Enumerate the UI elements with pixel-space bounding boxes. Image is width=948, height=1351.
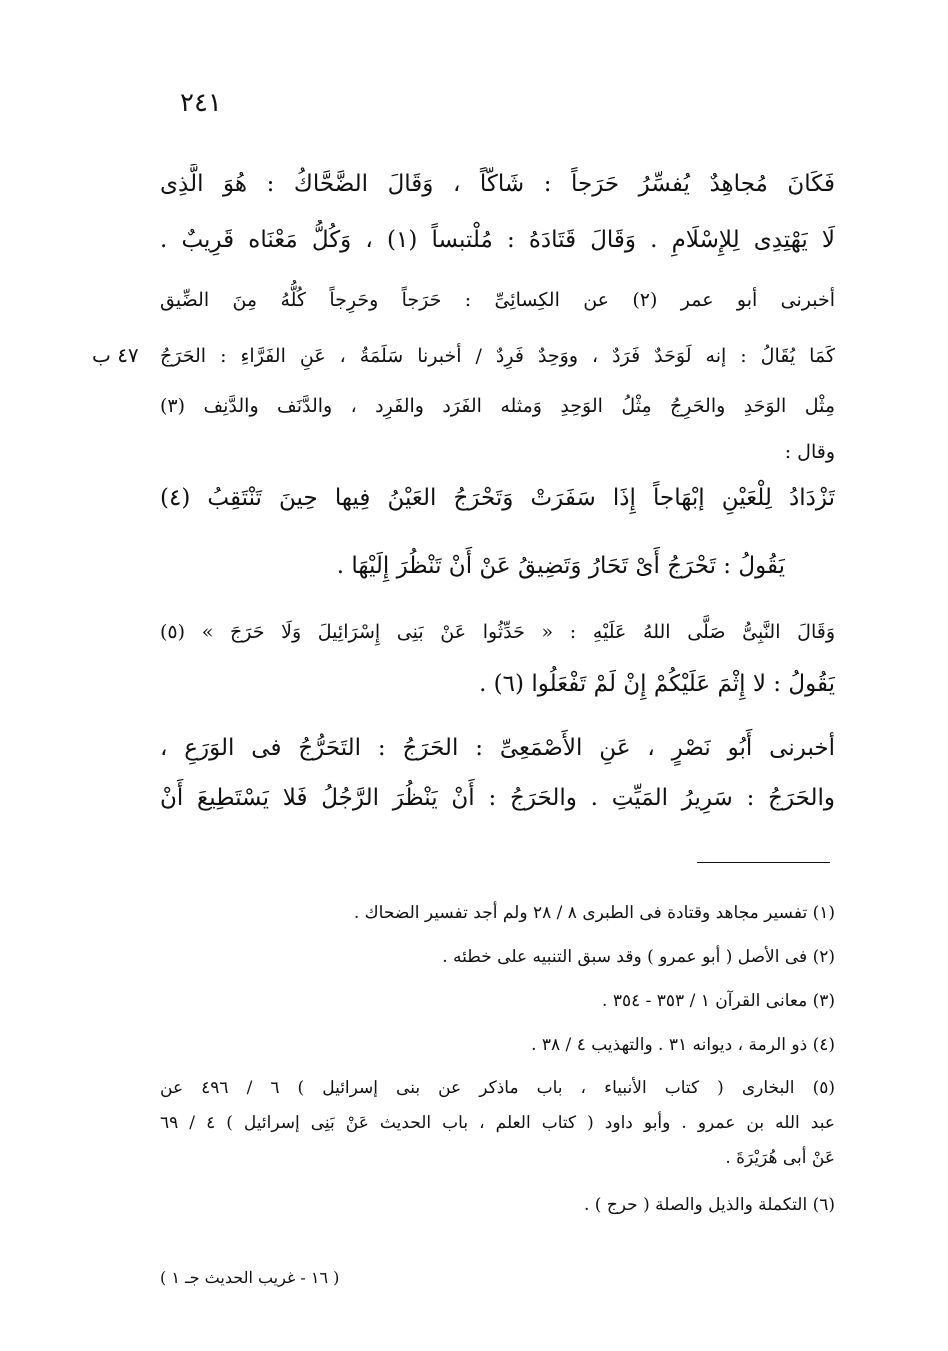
margin-folio-note: ٤٧ ب <box>92 343 139 367</box>
footnote-6: (٦) التكملة والذيل والصلة ( حرج ) . <box>583 1195 835 1215</box>
footnote-3: (٣) معانى القرآن ١ / ٣٥٣ - ٣٥٤ . <box>602 991 835 1011</box>
footnote-2: (٢) فى الأصل ( أبو عمرو ) وقد سبق التنبيه على خطئه . <box>442 947 835 967</box>
text-line-1: فَكَانَ مُجاهِدٌ يُفسِّرُ حَرَجاً : شَاكّاً ، وَقَالَ الضَّحَّاكُ : هُوَ الَّذِى <box>160 171 835 197</box>
footnote-1: (١) تفسير مجاهد وقتادة فى الطبرى ٨ / ٢٨ ولم أجد تفسير الضحاك . <box>353 903 835 923</box>
text-line-5: مِثْل الوَحَدِ والحَرِجُ مِثْلُ الوَحِدِ وَمثله الفَرَد والفَرِد ، والدَّنَف والدَّنِف (٣) <box>160 395 835 417</box>
page-number: ٢٤١ <box>180 88 222 118</box>
text-line-4: كَمَا يُقَالُ : إنه لَوَحَدٌ فَرَدٌ ، ووَحِدٌ فَرِدٌ / أخبرنا سَلَمَةُ ، عَنِ الفَرَّاءِ : الحَرَجُ <box>160 345 835 367</box>
footnote-4: (٤) ذو الرمة ، ديوانه ٣١ . والتهذيب ٤ / ٣٨ . <box>531 1035 835 1055</box>
footnote-5-line-2: عبد الله بن عمرو . وأبو داود ( كتاب العلم ، باب الحديث عَنْ بَنِى إسرائيل ) ٤ / ٦٩ <box>160 1113 835 1133</box>
text-line-12: والحَرَجُ : سَرِيرُ المَيِّتِ . والحَرَجُ : أَنْ يَنْظُرَ الرَّجُلُ فَلا يَسْتَطِيعَ أَنْ <box>160 785 835 811</box>
text-line-6: وقال : <box>784 441 835 463</box>
footnote-5-line-1: (٥) البخارى ( كتاب الأنبياء ، باب ماذكر عن بنى إسرائيل ) ٦ / ٤٩٦ عن <box>160 1078 835 1098</box>
text-line-10: يَقُولُ : لا إِثْمَ عَلَيْكُمْ إِنْ لَمْ تَفْعَلُوا (٦) . <box>479 671 835 697</box>
footnote-5-line-3: عَنْ أبى هُرَيْرَةَ . <box>725 1148 835 1168</box>
text-line-3: أخبرنى أبو عمر (٢) عن الكِسائِىِّ : حَرَجاً وحَرِجاً كُلُّهُ مِنَ الضِّيق <box>160 289 835 311</box>
footnote-separator <box>697 862 830 863</box>
text-line-11: أخبرنى أَبُو نَصْرٍ ، عَنِ الأَصْمَعِىِّ : الحَرَجُ : التَحَرُّجُ فى الوَرَعِ ، <box>160 735 835 761</box>
text-line-2: لَا يَهْتِدِى لِلإِسْلَامِ . وَقَالَ قَتَادَهُ : مُلْتبساً (١) ، وَكُلُّ مَعْنَاه قَرِيبٌ . <box>160 227 835 253</box>
text-line-9: وَقَالَ النَّبِىُّ صَلَّى اللهُ عَلَيْهِ : « حَدِّثُوا عَنْ بَنِى إِسْرَائِيلَ وَلَا حَرَجَ » (٥) <box>160 621 835 643</box>
signature-mark: ( ١٦ - غريب الحديث جـ ١ ) <box>160 1268 340 1287</box>
text-line-8: يَقُولُ : تَحْرَجُ أَىْ تَحَارُ وَتَضِيقُ عَنْ أَنْ تَنْظُرَ إِلَيْهَا . <box>336 553 785 579</box>
verse-line: تَزْدَادُ لِلْعَيْنِ إبْهَاجاً إِذَا سَفَرَتْ وَتَحْرَجُ العَيْنُ فِيها حِينَ تَنْتَقِبُ (٤) <box>160 485 835 511</box>
